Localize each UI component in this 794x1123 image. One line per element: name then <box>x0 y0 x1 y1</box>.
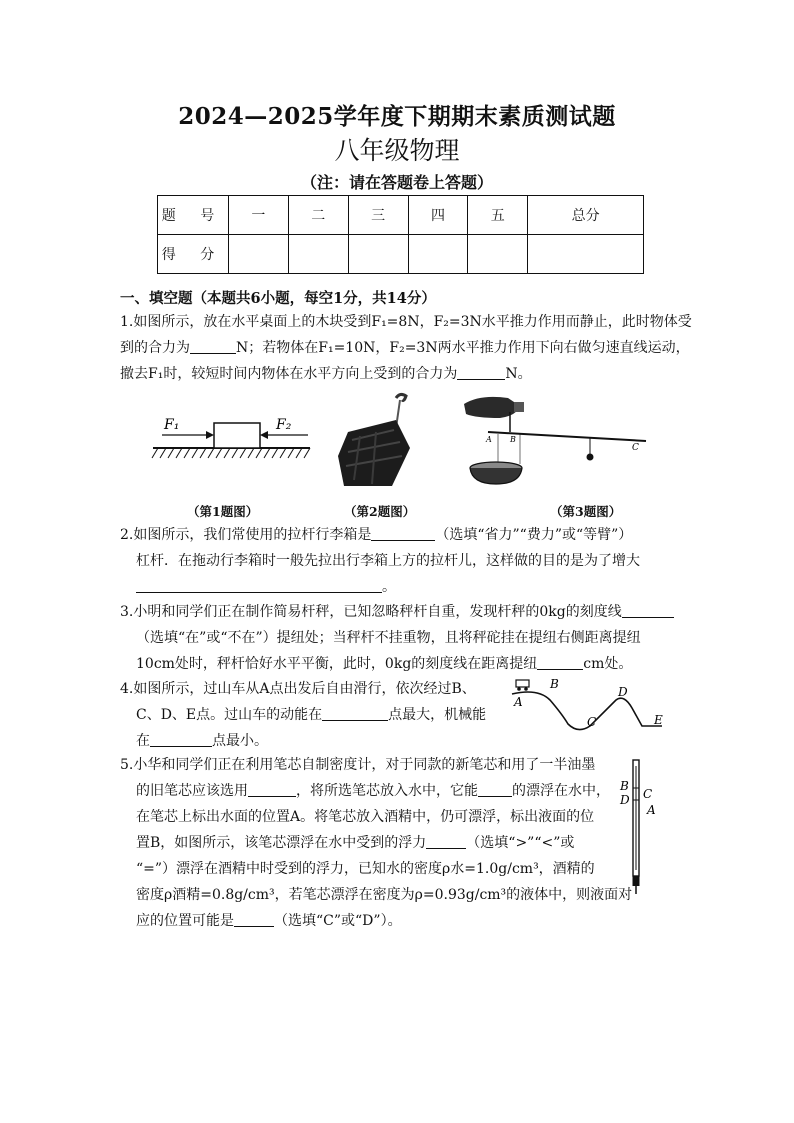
exam-subtitle: 八年级物理 <box>334 136 460 165</box>
score-cell <box>528 235 644 274</box>
densimeter-label-a: A <box>647 803 656 817</box>
track-label-a: A <box>514 695 523 709</box>
figure-3-steelyard <box>460 394 650 492</box>
figure-1-caption: （第1题图） <box>187 504 259 519</box>
densimeter-label-c: C <box>643 787 653 801</box>
q4-line: C、D、E点。过山车的动能在 点最大，机械能 <box>136 707 487 723</box>
q5-line: 的旧笔芯应该选用 ，将所选笔芯放入水中，它能 的漂浮在水中， <box>136 783 610 799</box>
q5-line: 5.小华和同学们正在利用笔芯自制密度计，对于同款的新笔芯和用了一半油墨 <box>120 757 596 773</box>
figure-4-roller-coaster <box>508 674 670 738</box>
score-table <box>157 195 644 274</box>
answer-blank <box>622 603 674 618</box>
score-header-cell: 题 号 <box>158 196 229 235</box>
question-1 <box>120 309 692 387</box>
answer-blank <box>136 578 382 593</box>
answer-blank <box>234 912 274 927</box>
answer-blank <box>248 782 296 797</box>
figure-5-densimeter <box>616 758 666 898</box>
score-header-cell: 四 <box>408 196 468 235</box>
q2-line: 杠杆．在拖动行李箱时一般先拉出行李箱上方的拉杆儿，这样做的目的是为了增大 <box>136 553 640 569</box>
answer-blank <box>190 339 236 354</box>
exam-title: 2024—2025学年度下期期末素质测试题 <box>178 103 616 130</box>
q5-line: “=”）漂浮在酒精中时受到的浮力，已知水的密度ρ水=1.0g/cm³，酒精的 <box>136 861 595 877</box>
force-f1-label: F₁ <box>164 417 180 433</box>
answer-blank <box>150 732 212 747</box>
answer-blank <box>457 365 505 380</box>
question-3 <box>120 599 680 677</box>
q2-line: 2.如图所示，我们常使用的拉杆行李箱是 （选填“省力”“费力”或“等臂”） <box>120 527 633 543</box>
q1-line: 到的合力为 N；若物体在F₁=10N，F₂=3N两水平推力作用下向右做匀速直线运动， <box>120 340 690 356</box>
q5-line: 置B，如图所示，该笔芯漂浮在水中受到的浮力 （选填“>”“<”或 <box>136 835 575 851</box>
q3-line: 10cm处时，秤杆恰好水平平衡，此时，0kg的刻度线在距离提纽 cm处。 <box>136 656 633 672</box>
figure-2-luggage-image <box>330 390 430 494</box>
answer-blank <box>322 706 388 721</box>
score-header-cell: 总分 <box>528 196 644 235</box>
q5-line: 在笔芯上标出水面的位置A。将笔芯放入酒精中，仍可漂浮，标出液面的位 <box>136 809 595 825</box>
steelyard-label-a: A <box>486 435 492 444</box>
score-header-cell: 二 <box>288 196 348 235</box>
score-table-header-row <box>158 196 644 235</box>
q4-line: 4.如图所示，过山车从A点出发后自由滑行，依次经过B、 <box>120 681 476 697</box>
score-header-cell: 一 <box>229 196 289 235</box>
score-cell <box>408 235 468 274</box>
q5-line: 密度ρ酒精=0.8g/cm³，若笔芯漂浮在密度为ρ=0.93g/cm³的液体中，则液面对 <box>136 887 633 903</box>
question-5 <box>120 752 640 934</box>
q1-line: 撤去F₁时，较短时间内物体在水平方向上受到的合力为 N。 <box>120 366 532 382</box>
track-label-c: C <box>587 715 597 729</box>
q2-line: 。 <box>120 574 680 600</box>
score-header-cell: 五 <box>468 196 528 235</box>
densimeter-label-d: D <box>620 793 630 807</box>
score-cell <box>288 235 348 274</box>
q1-line: 1.如图所示，放在水平桌面上的木块受到F₁=8N，F₂=3N水平推力作用而静止，此时物体受 <box>120 314 692 330</box>
track-label-d: D <box>618 685 628 699</box>
question-4 <box>120 676 500 754</box>
answer-blank <box>478 782 512 797</box>
answer-blank <box>537 655 583 670</box>
q3-line: 3.小明和同学们正在制作简易杆秤，已知忽略秤杆自重，发现杆秤的0kg的刻度线 <box>120 599 680 625</box>
score-row-label: 得 分 <box>158 235 229 274</box>
exam-note: （注：请在答题卷上答题） <box>300 173 493 192</box>
steelyard-label-c: C <box>632 443 639 453</box>
score-header-cell: 三 <box>348 196 408 235</box>
q4-line: 在 点最小。 <box>136 733 268 749</box>
score-cell <box>348 235 408 274</box>
answer-blank <box>426 834 466 849</box>
q3-line: （选填“在”或“不在”）提纽处；当秤杆不挂重物，且将秤砣挂在提纽右侧距离提纽 <box>136 630 641 646</box>
q5-line: 应的位置可能是 （选填“C”或“D”）。 <box>136 913 402 929</box>
figure-1-block-forces <box>150 412 320 464</box>
score-table-score-row <box>158 235 644 274</box>
figure-2-caption: （第2题图） <box>344 504 416 519</box>
track-label-b: B <box>550 677 559 691</box>
score-cell <box>468 235 528 274</box>
answer-blank <box>371 526 435 541</box>
force-f2-label: F₂ <box>276 417 292 433</box>
question-2 <box>120 522 680 600</box>
track-label-e: E <box>654 713 663 727</box>
figure-3-caption: （第3题图） <box>550 504 622 519</box>
score-cell <box>229 235 289 274</box>
section-heading: 一、填空题（本题共6小题，每空1分，共14分） <box>120 290 436 307</box>
densimeter-label-b: B <box>620 779 629 793</box>
steelyard-label-b: B <box>510 435 516 444</box>
